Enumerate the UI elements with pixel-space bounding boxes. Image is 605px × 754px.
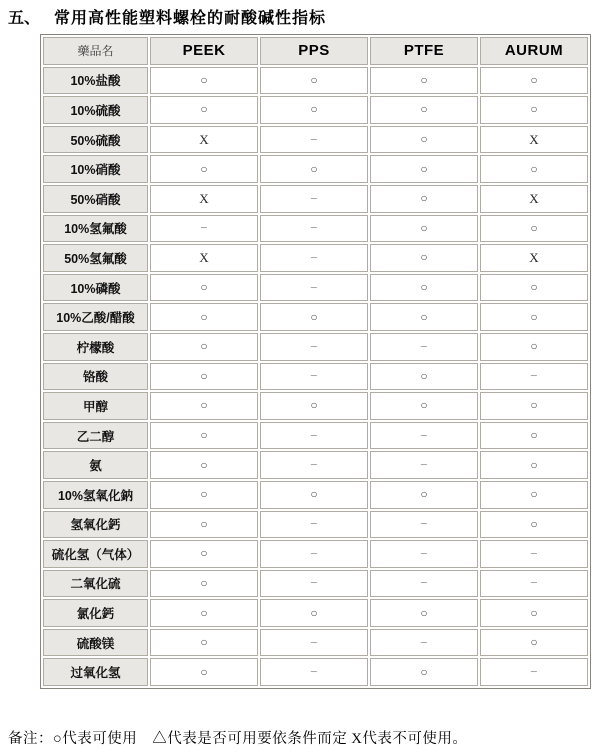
table-row: [43, 451, 588, 479]
rating-cell: ○: [260, 392, 368, 420]
rating-cell: ○: [370, 96, 478, 124]
rating-cell: ○: [260, 481, 368, 509]
rating-cell: −: [370, 451, 478, 479]
column-header-material: PPS: [260, 37, 368, 65]
rating-cell: ○: [150, 511, 258, 539]
rating-cell: −: [480, 570, 588, 598]
rating-cell: ○: [370, 363, 478, 391]
table-row: [43, 599, 588, 627]
rating-cell: −: [480, 658, 588, 686]
column-header-material: AURUM: [480, 37, 588, 65]
chemical-name-cell: 10%硝酸: [43, 155, 148, 183]
rating-cell: ○: [480, 481, 588, 509]
rating-cell: ○: [370, 155, 478, 183]
page-title: [8, 5, 326, 28]
rating-cell: ○: [150, 422, 258, 450]
rating-cell: −: [260, 511, 368, 539]
rating-cell: ○: [150, 451, 258, 479]
table-row: [43, 629, 588, 657]
rating-cell: ○: [260, 155, 368, 183]
rating-cell: −: [260, 274, 368, 302]
rating-cell: −: [260, 126, 368, 154]
rating-cell: −: [260, 658, 368, 686]
rating-cell: ○: [480, 422, 588, 450]
rating-cell: ○: [370, 481, 478, 509]
table-row: [43, 511, 588, 539]
rating-cell: ○: [150, 481, 258, 509]
rating-cell: −: [150, 215, 258, 243]
rating-cell: ○: [150, 67, 258, 95]
table-row: [43, 244, 588, 272]
section-number: 五、: [8, 10, 41, 27]
rating-cell: ○: [370, 215, 478, 243]
rating-cell: −: [260, 570, 368, 598]
chemical-name-cell: 乙二醇: [43, 422, 148, 450]
table-row: [43, 392, 588, 420]
table-row: [43, 215, 588, 243]
rating-cell: −: [260, 451, 368, 479]
chemical-name-cell: 氯化鈣: [43, 599, 148, 627]
rating-cell: ○: [150, 155, 258, 183]
resistance-table: [40, 34, 591, 689]
table-row: [43, 67, 588, 95]
table-row: [43, 96, 588, 124]
chemical-name-cell: 10%氢氧化鈉: [43, 481, 148, 509]
table-row: [43, 155, 588, 183]
rating-cell: −: [260, 185, 368, 213]
table-row: [43, 303, 588, 331]
legend-footnote: 备注：○代表可使用 △代表是否可用要依条件而定 X代表不可使用。: [8, 731, 468, 747]
rating-cell: ○: [150, 96, 258, 124]
rating-cell: ○: [370, 392, 478, 420]
rating-cell: −: [260, 244, 368, 272]
table-row: [43, 570, 588, 598]
rating-cell: X: [150, 244, 258, 272]
rating-cell: ○: [260, 303, 368, 331]
table-row: [43, 422, 588, 450]
rating-cell: ○: [370, 599, 478, 627]
chemical-name-cell: 10%乙酸/醋酸: [43, 303, 148, 331]
section-title: 常用高性能塑料螺栓的耐酸碱性指标: [54, 10, 327, 27]
rating-cell: −: [370, 511, 478, 539]
chemical-name-cell: 过氧化氢: [43, 658, 148, 686]
table-row: [43, 363, 588, 391]
rating-cell: −: [260, 629, 368, 657]
rating-cell: −: [370, 570, 478, 598]
rating-cell: −: [260, 422, 368, 450]
rating-cell: ○: [150, 333, 258, 361]
rating-cell: ○: [480, 392, 588, 420]
rating-cell: ○: [480, 333, 588, 361]
rating-cell: −: [260, 363, 368, 391]
rating-cell: −: [370, 540, 478, 568]
rating-cell: ○: [370, 658, 478, 686]
rating-cell: X: [480, 185, 588, 213]
table-row: [43, 185, 588, 213]
rating-cell: −: [370, 422, 478, 450]
chemical-name-cell: 柠檬酸: [43, 333, 148, 361]
rating-cell: ○: [480, 451, 588, 479]
rating-cell: ○: [480, 96, 588, 124]
rating-cell: ○: [150, 540, 258, 568]
rating-cell: ○: [370, 274, 478, 302]
rating-cell: −: [370, 629, 478, 657]
table-row: [43, 126, 588, 154]
chemical-name-cell: 10%盐酸: [43, 67, 148, 95]
rating-cell: ○: [150, 599, 258, 627]
chemical-name-cell: 氨: [43, 451, 148, 479]
column-header-chemical: 藥品名: [43, 37, 148, 65]
rating-cell: X: [480, 126, 588, 154]
rating-cell: ○: [150, 274, 258, 302]
chemical-name-cell: 二氧化硫: [43, 570, 148, 598]
chemical-name-cell: 10%磷酸: [43, 274, 148, 302]
rating-cell: ○: [370, 126, 478, 154]
rating-cell: ○: [370, 244, 478, 272]
chemical-name-cell: 10%氢氟酸: [43, 215, 148, 243]
rating-cell: ○: [480, 511, 588, 539]
rating-cell: ○: [150, 363, 258, 391]
rating-cell: ○: [480, 67, 588, 95]
rating-cell: ○: [370, 303, 478, 331]
table-header: [43, 37, 588, 65]
rating-cell: ○: [150, 658, 258, 686]
rating-cell: ○: [260, 67, 368, 95]
table-row: [43, 481, 588, 509]
rating-cell: ○: [150, 303, 258, 331]
table-row: [43, 540, 588, 568]
rating-cell: ○: [480, 274, 588, 302]
rating-cell: ○: [370, 67, 478, 95]
column-header-material: PTFE: [370, 37, 478, 65]
rating-cell: ○: [150, 629, 258, 657]
rating-cell: ○: [480, 629, 588, 657]
rating-cell: ○: [370, 185, 478, 213]
chemical-name-cell: 铬酸: [43, 363, 148, 391]
chemical-name-cell: 甲醇: [43, 392, 148, 420]
table-row: [43, 658, 588, 686]
table-row: [43, 274, 588, 302]
chemical-name-cell: 硫化氢（气体）: [43, 540, 148, 568]
table-row: [43, 333, 588, 361]
chemical-name-cell: 50%硫酸: [43, 126, 148, 154]
rating-cell: −: [480, 363, 588, 391]
rating-cell: ○: [480, 303, 588, 331]
rating-cell: X: [150, 185, 258, 213]
rating-cell: ○: [150, 570, 258, 598]
rating-cell: ○: [260, 599, 368, 627]
chemical-name-cell: 50%氢氟酸: [43, 244, 148, 272]
rating-cell: ○: [480, 599, 588, 627]
table-body: [43, 67, 588, 686]
rating-cell: −: [260, 333, 368, 361]
chemical-name-cell: 10%硫酸: [43, 96, 148, 124]
rating-cell: −: [260, 540, 368, 568]
rating-cell: ○: [150, 392, 258, 420]
chemical-name-cell: 硫酸镁: [43, 629, 148, 657]
rating-cell: ○: [260, 96, 368, 124]
chemical-name-cell: 50%硝酸: [43, 185, 148, 213]
rating-cell: X: [480, 244, 588, 272]
column-header-material: PEEK: [150, 37, 258, 65]
rating-cell: ○: [480, 215, 588, 243]
header-row: [43, 37, 588, 65]
rating-cell: X: [150, 126, 258, 154]
rating-cell: −: [370, 333, 478, 361]
rating-cell: −: [480, 540, 588, 568]
rating-cell: −: [260, 215, 368, 243]
chemical-name-cell: 氢氧化鈣: [43, 511, 148, 539]
rating-cell: ○: [480, 155, 588, 183]
